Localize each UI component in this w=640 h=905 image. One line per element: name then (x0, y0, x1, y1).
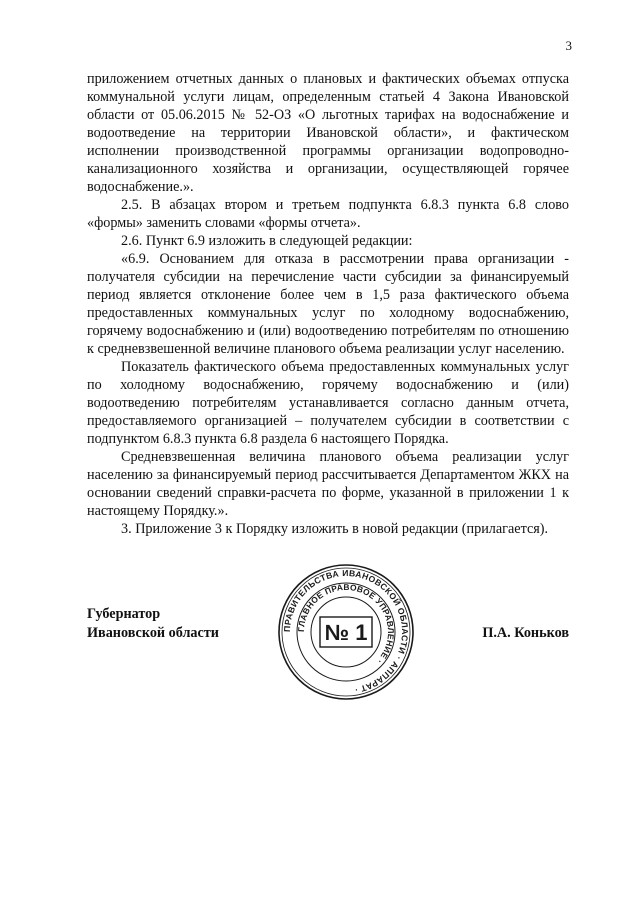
signatory-position-line2: Ивановской области (87, 625, 219, 641)
paragraph-1: приложением отчетных данных о плановых и фактических объемах отпуска коммунальной услуги лицам, определенным статьей 4 Закона Ивановской области от 05.06.2015 № 52-ОЗ «О льготных тарифах на водоснабжение и водоотведение на территории Ивановской области», и фактическом исполнении производственной программы организации водопроводно-канализационного хозяйства и организации, осуществляющей горячее водоснабжение.». (87, 71, 569, 195)
paragraph-7: 3. Приложение 3 к Порядку изложить в новой редакции (прилагается). (121, 521, 549, 537)
paragraph-2: 2.5. В абзацах втором и третьем подпункта 6.8.3 пункта 6.8 слово «формы» заменить словами «формы отчета». (87, 197, 569, 231)
paragraph-3: 2.6. Пункт 6.9 изложить в следующей редакции: (121, 233, 413, 249)
signatory-position (87, 605, 219, 643)
signatory-name: П.А. Коньков (482, 625, 569, 641)
paragraph-6: Средневзвешенная величина планового объема реализации услуг населению за финансируемый период рассчитывается Департаментом ЖКХ на основании сведений справки-расчета по форме, указанной в приложении 1 к настоящему Порядку.». (87, 449, 569, 519)
paragraph-5: Показатель фактического объема предоставленных коммунальных услуг по холодному водоснабжению, горячему водоснабжению и (или) водоотведению потребителям устанавливается согласно данным отчета, предоставляемого организацией – получателем субсидии в соответствии с подпунктом 6.8.3 пункта 6.8 раздела 6 настоящего Порядка. (87, 359, 569, 447)
seal-inner-text: ГЛАВНОЕ ПРАВОВОЕ УПРАВЛЕНИЕ · (295, 581, 397, 667)
page-number: 3 (565, 38, 572, 53)
seal-number: № 1 (324, 620, 368, 645)
signatory-position-line1: Губернатор (87, 606, 161, 622)
official-seal-icon (276, 562, 416, 702)
document-body (87, 70, 569, 538)
seal-outer-text: ПРАВИТЕЛЬСТВА ИВАНОВСКОЙ ОБЛАСТИ · АППАРАТ · (281, 567, 411, 696)
paragraph-4: «6.9. Основанием для отказа в рассмотрении права организации - получателя субсидии на перечисление части субсидии за финансируемый период является отклонение более чем в 1,5 раза фактического объема предоставленных коммунальных услуг по холодному водоснабжению, горячему водоснабжению и (или) водоотведению потребителям по отношению к средневзвешенной величине планового объема реализации услуг населению. (87, 251, 569, 357)
